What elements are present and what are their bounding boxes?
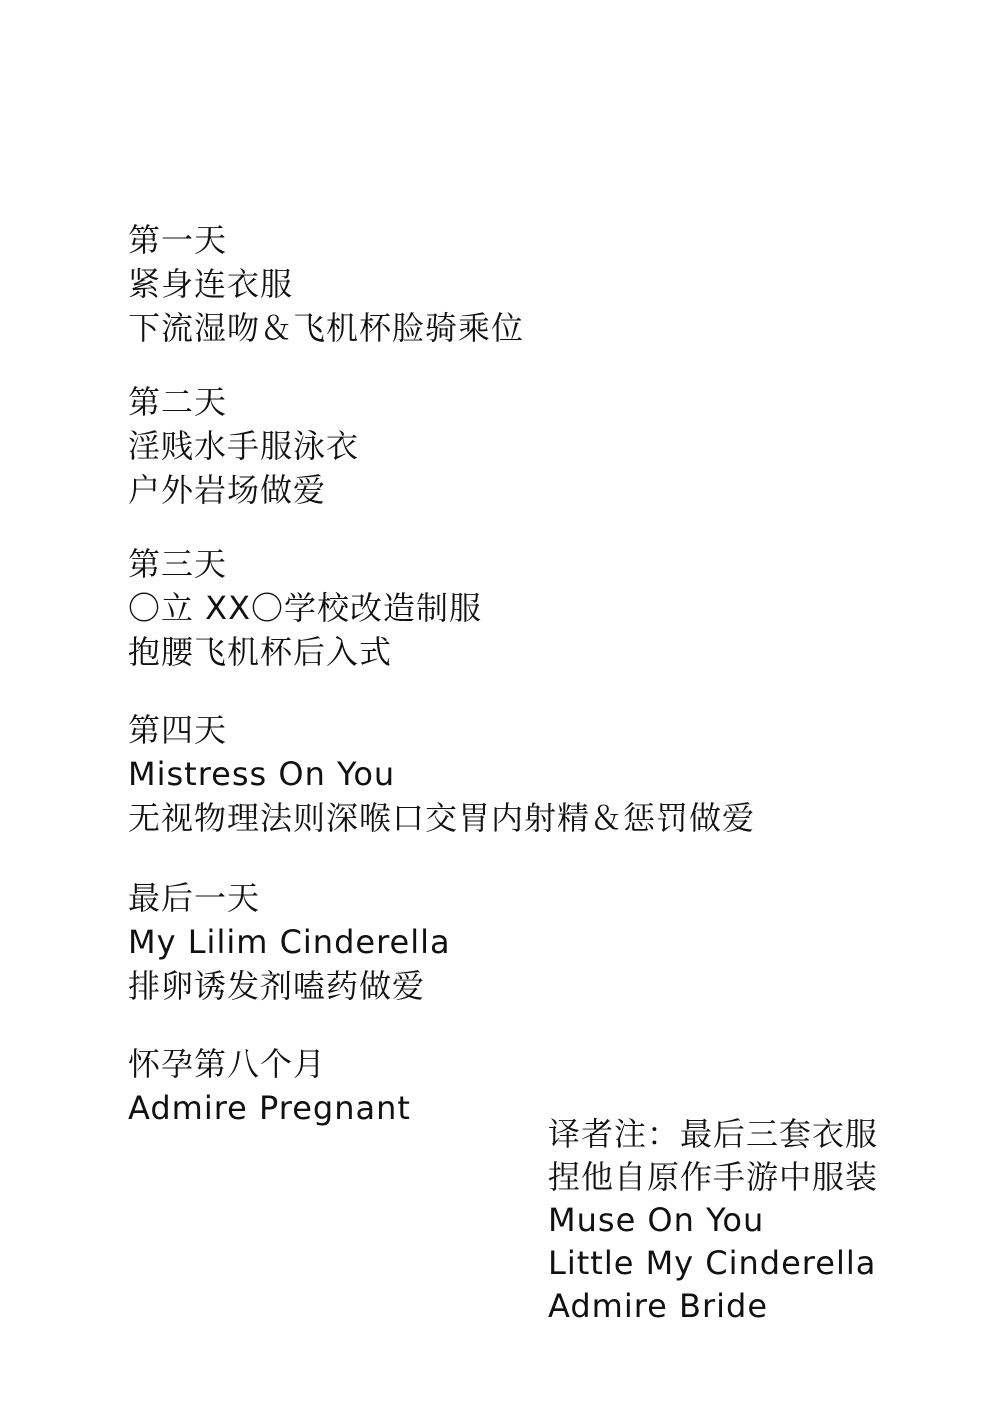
- schedule-list: [128, 218, 888, 1160]
- day-2-outfit: 淫贱水手服泳衣: [128, 427, 360, 465]
- day-1-heading: 第一天: [128, 221, 228, 259]
- day-4-heading: 第四天: [128, 711, 228, 749]
- translator-note-line-2: 捏他自原作手游中服装: [548, 1158, 879, 1196]
- day-4-outfit: Mistress On You: [128, 755, 396, 793]
- day-3-block: [128, 542, 888, 674]
- eighth-month-heading: 怀孕第八个月: [128, 1045, 327, 1083]
- translator-note-line-4: Little My Cinderella: [548, 1244, 877, 1282]
- final-day-activity: 排卵诱发剂嗑药做爱: [128, 967, 426, 1005]
- final-day-heading: 最后一天: [128, 879, 261, 917]
- day-4-activity: 无视物理法则深喉口交胃内射精＆惩罚做爱: [128, 799, 756, 837]
- eighth-month-outfit: Admire Pregnant: [128, 1089, 411, 1127]
- day-1-block: [128, 218, 888, 350]
- final-day-block: [128, 876, 888, 1008]
- day-3-activity: 抱腰飞机杯后入式: [128, 633, 393, 671]
- day-3-heading: 第三天: [128, 545, 228, 583]
- translator-note: [548, 1113, 968, 1328]
- day-3-outfit: 〇立 XX〇学校改造制服: [128, 589, 483, 627]
- translator-note-line-3: Muse On You: [548, 1201, 765, 1239]
- translator-note-line-5: Admire Bride: [548, 1287, 769, 1325]
- translator-note-line-1: 译者注：最后三套衣服: [548, 1115, 879, 1153]
- day-2-activity: 户外岩场做爱: [128, 471, 327, 509]
- day-4-block: [128, 708, 888, 840]
- day-2-block: [128, 380, 888, 512]
- day-1-outfit: 紧身连衣服: [128, 265, 294, 303]
- day-1-activity: 下流湿吻＆飞机杯脸骑乘位: [128, 309, 525, 347]
- day-2-heading: 第二天: [128, 383, 228, 421]
- final-day-outfit: My Lilim Cinderella: [128, 923, 451, 961]
